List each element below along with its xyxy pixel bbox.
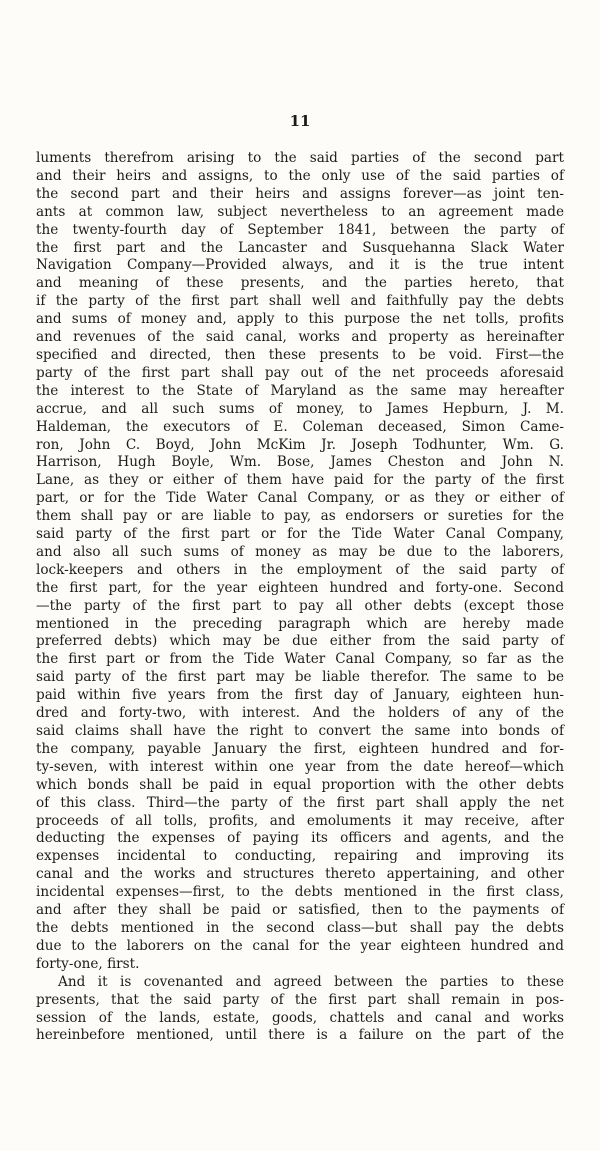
text-line: the first part or from the Tide Water Canal Company, so far as the bbox=[36, 651, 564, 668]
text-line: said party of the first part may be liable therefor. The same to be bbox=[36, 669, 564, 686]
text-line: ants at common law, subject nevertheless to an agreement made bbox=[36, 203, 564, 220]
text-line: and revenues of the said canal, works and property as hereinafter bbox=[36, 329, 564, 346]
text-line: session of the lands, estate, goods, chattels and canal and works bbox=[36, 1009, 564, 1026]
text-line: the company, payable January the first, eighteen hundred and for- bbox=[36, 740, 564, 757]
text-line: Haldeman, the executors of E. Coleman deceased, Simon Came- bbox=[36, 418, 564, 435]
text-line: the first part and the Lancaster and Susquehanna Slack Water bbox=[36, 239, 564, 256]
text-line: the twenty-fourth day of September 1841, between the party of bbox=[36, 221, 564, 238]
text-line: hereinbefore mentioned, until there is a failure on the part of the bbox=[36, 1027, 564, 1044]
text-line: and after they shall be paid or satisfied, then to the payments of bbox=[36, 902, 564, 919]
text-line: due to the laborers on the canal for the year eighteen hundred and bbox=[36, 937, 564, 954]
text-line: them shall pay or are liable to pay, as endorsers or sureties for the bbox=[36, 508, 564, 525]
text-line: expenses incidental to conducting, repairing and improving its bbox=[36, 848, 564, 865]
text-line: —the party of the first part to pay all other debts (except those bbox=[36, 597, 564, 614]
text-line: and also all such sums of money as may be due to the laborers, bbox=[36, 543, 564, 560]
text-line: said party of the first part or for the Tide Water Canal Company, bbox=[36, 526, 564, 543]
text-line: canal and the works and structures thereto appertaining, and other bbox=[36, 866, 564, 883]
text-line: forty-one, first. bbox=[36, 955, 140, 972]
text-line: paid within five years from the first day of January, eighteen hun- bbox=[36, 687, 564, 704]
text-line: and sums of money and, apply to this purpose the net tolls, profits bbox=[36, 311, 564, 328]
text-line: part, or for the Tide Water Canal Company, or as they or either of bbox=[36, 490, 564, 507]
text-line: incidental expenses—first, to the debts mentioned in the first class, bbox=[36, 884, 564, 901]
text-line: said claims shall have the right to convert the same into bonds of bbox=[36, 723, 564, 739]
text-line: lock-keepers and others in the employment of the said party of bbox=[36, 561, 564, 578]
text-line: ron, John C. Boyd, John McKim Jr. Joseph Todhunter, Wm. G. bbox=[36, 436, 564, 453]
text-line: mentioned in the preceding paragraph which are hereby made bbox=[36, 615, 564, 632]
text-line: the debts mentioned in the second class—but shall pay the debts bbox=[36, 919, 564, 936]
text-line: the second part and their heirs and assigns forever—as joint ten- bbox=[36, 185, 564, 202]
text-line: luments therefrom arising to the said parties of the second part bbox=[36, 150, 564, 166]
text-line: if the party of the first part shall well and faithfully pay the debts bbox=[36, 293, 564, 310]
text-line: Lane, as they or either of them have paid for the party of the first bbox=[36, 472, 564, 489]
text-line: party of the first part shall pay out of the net proceeds aforesaid bbox=[36, 364, 564, 381]
text-line: and their heirs and assigns, to the only use of the said parties of bbox=[36, 167, 564, 184]
text-line: accrue, and all such sums of money, to James Hepburn, J. M. bbox=[36, 400, 564, 417]
text-line: deducting the expenses of paying its officers and agents, and the bbox=[36, 830, 564, 847]
text-line: presents, that the said party of the first part shall remain in pos- bbox=[36, 991, 564, 1008]
text-line: the interest to the State of Maryland as the same may hereafter bbox=[36, 382, 564, 399]
text-line: and meaning of these presents, and the parties hereto, that bbox=[36, 275, 564, 292]
text-line: Navigation Company—Provided always, and it is the true intent bbox=[36, 257, 564, 274]
body-text bbox=[36, 150, 564, 1045]
text-line: dred and forty-two, with interest. And the holders of any of the bbox=[36, 705, 564, 722]
text-line: preferred debts) which may be due either from the said party of bbox=[36, 633, 564, 650]
text-line: proceeds of all tolls, profits, and emoluments it may receive, after bbox=[36, 812, 564, 829]
text-line: specified and directed, then these presents to be void. First—the bbox=[36, 346, 564, 363]
text-line: of this class. Third—the party of the first part shall apply the net bbox=[36, 794, 564, 811]
text-line: the first part, for the year eighteen hundred and forty-one. Second bbox=[36, 579, 564, 596]
text-line: And it is covenanted and agreed between the parties to these bbox=[58, 973, 564, 990]
text-line: ty-seven, with interest within one year from the date hereof—which bbox=[36, 758, 564, 775]
text-line: which bonds shall be paid in equal proportion with the other debts bbox=[36, 776, 564, 793]
text-line: Harrison, Hugh Boyle, Wm. Bose, James Cheston and John N. bbox=[36, 454, 564, 471]
page-number: 11 bbox=[289, 112, 311, 130]
